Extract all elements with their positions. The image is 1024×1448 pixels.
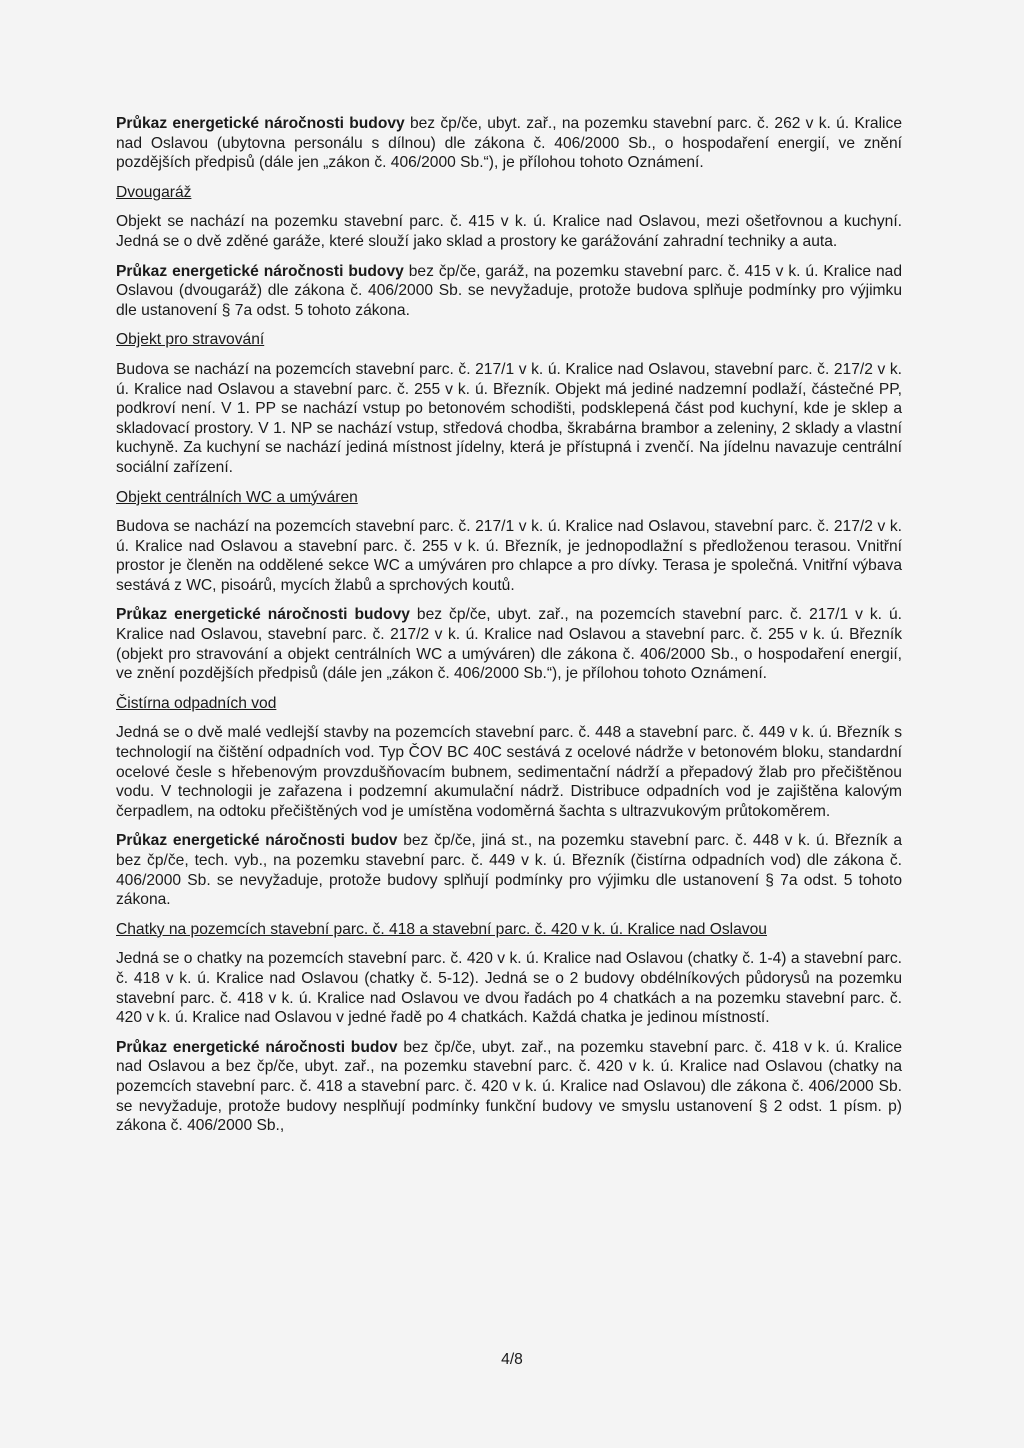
section-heading: Objekt centrálních WC a umýváren	[116, 488, 358, 506]
paragraph	[116, 605, 902, 683]
paragraph	[116, 1038, 902, 1136]
paragraph	[116, 360, 902, 478]
paragraph-bold-lead: Průkaz energetické náročnosti budovy	[116, 606, 410, 624]
paragraph-text: Budova se nachází na pozemcích stavební parc. č. 217/1 v k. ú. Kralice nad Oslavou, stavební parc. č. 217/2 v k. ú. Kralice nad Oslavou a stavební parc. č. 255 v k. ú. Březník. Objekt má jediné nadzemní podlaží, částečné PP, podkroví není. V 1. PP se nachází vstup po betonovém schodišti, podsklepená část pod kuchyní, kde je sklep a skladovací prostory. V 1. NP se nachází vstup, středová chodba, škrabárna brambor a zeleniny, 2 sklady a vlastní kuchyně. Za kuchyní se nachází jediná místnost jídelny, která je přístupná i zvenčí. Na jídelnu navazuje centrální sociální zařízení.	[116, 360, 902, 476]
paragraph	[116, 212, 902, 251]
paragraph	[116, 949, 902, 1027]
paragraph-text: bez čp/če, ubyt. zař., na pozemcích stavební parc. č. 217/1 v k. ú. Kralice nad Oslavou, stavební parc. č. 217/2 v k. ú. Kralice nad Oslavou a stavební parc. č. 255 v k. ú. Březník (objekt pro stravování a objekt centrálních WC a umýváren) dle zákona č. 406/2000 Sb., o hospodaření energií, ve znění pozdějších předpisů (dále jen „zákon č. 406/2000 Sb.“), je přílohou tohoto Oznámení.	[116, 606, 902, 683]
paragraph-text: bez čp/če, ubyt. zař., na pozemku stavební parc. č. 262 v k. ú. Kralice nad Oslavou (ubytovna personálu s dílnou) dle zákona č. 406/2000 Sb., o hospodaření energií, ve znění pozdějších předpisů (dále jen „zákon č. 406/2000 Sb.“), je přílohou tohoto Oznámení.	[116, 115, 902, 172]
paragraph	[116, 114, 902, 173]
paragraph-text: Objekt se nachází na pozemku stavební parc. č. 415 v k. ú. Kralice nad Oslavou, mezi ošetřovnou a kuchyní. Jedná se o dvě zděné garáže, které slouží jako sklad a prostory ke garážování zahradní techniky a auta.	[116, 213, 902, 250]
paragraph-text: Jedná se o chatky na pozemcích stavební parc. č. 420 v k. ú. Kralice nad Oslavou (chatky č. 1-4) a stavební parc. č. 418 v k. ú. Kralice nad Oslavou (chatky č. 5-12). Jedná se o 2 budovy obdélníkových půdorysů na pozemku stavební parc. č. 418 v k. ú. Kralice nad Oslavou ve dvou řadách po 4 chatkách a na pozemku stavební parc. č. 420 v k. ú. Kralice nad Oslavou v jedné řadě po 4 chatkách. Každá chatka je jedinou místností.	[116, 950, 902, 1027]
document-body	[116, 114, 902, 1136]
paragraph-bold-lead: Průkaz energetické náročnosti budovy	[116, 115, 405, 132]
section-heading: Objekt pro stravování	[116, 331, 265, 349]
section-heading: Dvougaráž	[116, 183, 192, 201]
paragraph	[116, 723, 902, 821]
paragraph	[116, 831, 902, 909]
paragraph	[116, 262, 902, 321]
paragraph	[116, 517, 902, 595]
paragraph-text: Budova se nachází na pozemcích stavební parc. č. 217/1 v k. ú. Kralice nad Oslavou, stavební parc. č. 217/2 v k. ú. Kralice nad Oslavou a stavební parc. č. 255 v k. ú. Březník, je jednopodlažní s předloženou terasou. Vnitřní prostor je členěn na oddělené sekce WC a umýváren pro chlapce a pro dívky. Terasa je společná. Vnitřní výbava sestává z WC, pisoárů, mycích žlabů a sprchových koutů.	[116, 518, 902, 594]
paragraph-bold-lead: Průkaz energetické náročnosti budov	[116, 832, 398, 850]
paragraph-text: Jedná se o dvě malé vedlejší stavby na pozemcích stavební parc. č. 448 a stavební parc. č. 449 v k. ú. Březník s technologií na čištění odpadních vod. Typ ČOV BC 40C sestává z ocelové nádrže v betonovém bloku, standardní ocelové česle s hřebenovým provzdušňovacím bubnem, sedimentační nádrží a přepadový žlab pro přečištěnou vodu. V technologii je zařazena i podzemní akumulační nádrž. Distribuce odpadních vod je zajištěna kalovým čerpadlem, na odtoku přečištěných vod je umístěna vodoměrná šachta s ultrazvukovým průtokoměrem.	[116, 724, 902, 820]
section-heading: Chatky na pozemcích stavební parc. č. 418 a stavební parc. č. 420 v k. ú. Kralice nad Oslavou	[116, 920, 767, 938]
paragraph-text: bez čp/če, ubyt. zař., na pozemku stavební parc. č. 418 v k. ú. Kralice nad Oslavou a bez čp/če, ubyt. zař., na pozemku stavební parc. č. 420 v k. ú. Kralice nad Oslavou (chatky na pozemcích stavební parc. č. 418 a stavební parc. č. 420 v k. ú. Kralice nad Oslavou) dle zákona č. 406/2000 Sb. se nevyžaduje, protože budovy nesplňují podmínky funkční budovy ve smyslu ustanovení § 2 odst. 1 písm. p) zákona č. 406/2000 Sb.,	[116, 1038, 902, 1135]
section-heading: Čistírna odpadních vod	[116, 694, 277, 712]
page-number: 4/8	[501, 1351, 523, 1368]
paragraph-bold-lead: Průkaz energetické náročnosti budovy	[116, 262, 404, 280]
paragraph-text: bez čp/če, jiná st., na pozemku stavební parc. č. 448 v k. ú. Březník a bez čp/če, tech. vyb., na pozemku stavební parc. č. 449 v k. ú. Březník (čistírna odpadních vod) dle zákona č. 406/2000 Sb. se nevyžaduje, protože budovy splňují podmínky pro výjimku dle ustanovení § 7a odst. 5 tohoto zákona.	[116, 832, 902, 909]
paragraph-text: bez čp/če, garáž, na pozemku stavební parc. č. 415 v k. ú. Kralice nad Oslavou (dvougaráž) dle zákona č. 406/2000 Sb. se nevyžaduje, protože budova splňuje podmínky pro výjimku dle ustanovení § 7a odst. 5 tohoto zákona.	[116, 262, 902, 319]
paragraph-bold-lead: Průkaz energetické náročnosti budov	[116, 1038, 398, 1056]
